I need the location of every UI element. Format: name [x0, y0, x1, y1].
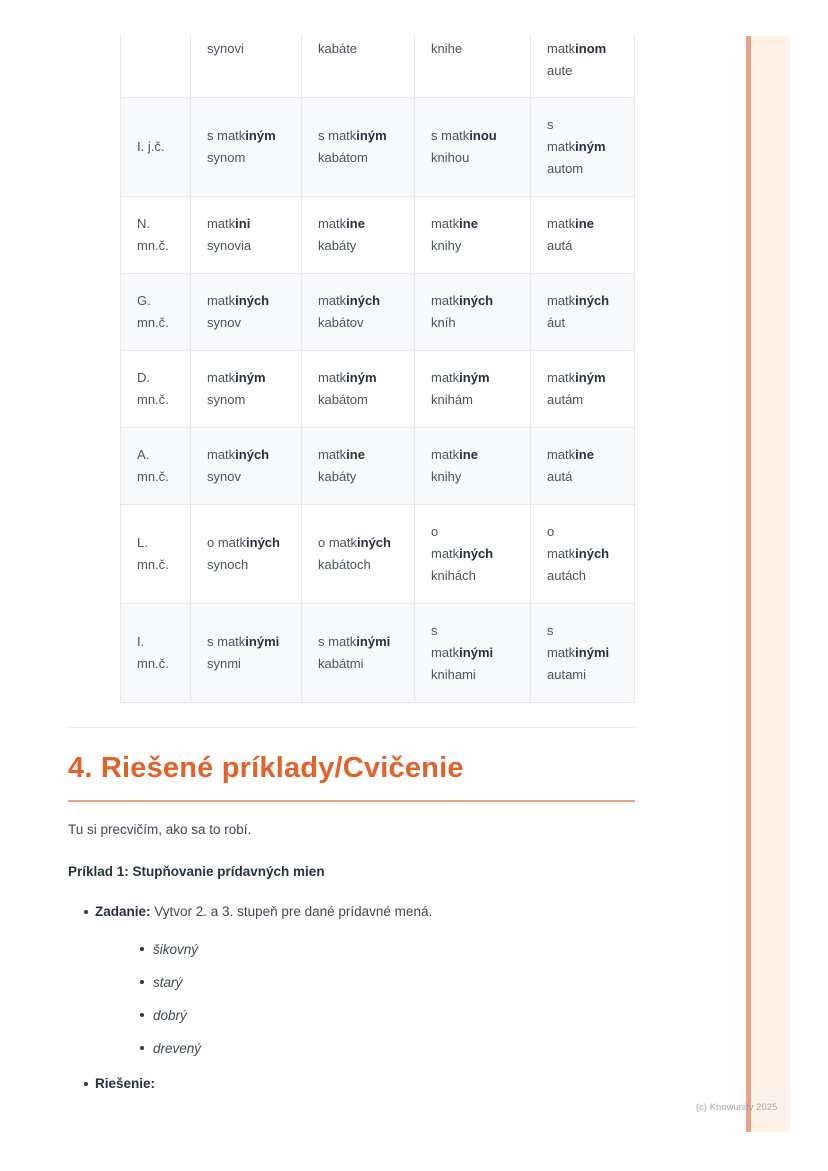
case-label-cell: A. mn.č.	[121, 428, 191, 505]
table-row	[121, 351, 635, 428]
section-heading: 4. Riešené príklady/Cvičenie	[68, 752, 464, 784]
task-text: Vytvor 2. a 3. stupeň pre dané prídavné mená.	[154, 904, 433, 919]
task-list	[68, 902, 635, 1094]
table-cell: s matkinými synmi	[191, 604, 302, 703]
case-label-cell: I. j.č.	[121, 98, 191, 197]
table-cell: matkine knihy	[415, 197, 531, 274]
table-cell: matkine kabáty	[302, 197, 415, 274]
table-cell: matkini synovia	[191, 197, 302, 274]
table-row	[121, 197, 635, 274]
table-cell: matkiným kabátom	[302, 351, 415, 428]
page-edge-stripe	[746, 36, 790, 1132]
case-label-cell: I. mn.č.	[121, 604, 191, 703]
copyright-notice: (c) Knowunity 2025	[696, 1102, 778, 1113]
table-row	[121, 505, 635, 604]
table-row	[121, 98, 635, 197]
table-cell: synovi	[191, 36, 302, 98]
example-title: Príklad 1: Stupňovanie prídavných mien	[68, 864, 325, 879]
adjective-list	[95, 942, 635, 1056]
case-label-cell: N. mn.č.	[121, 197, 191, 274]
table-cell: matkiným autám	[531, 351, 635, 428]
table-cell: matkine autá	[531, 428, 635, 505]
table-cell: matkine knihy	[415, 428, 531, 505]
table-cell: o matkiných knihách	[415, 505, 531, 604]
table-cell: s matkinou knihou	[415, 98, 531, 197]
table-cell: s matkinými kabátmi	[302, 604, 415, 703]
table-cell: matkiným synom	[191, 351, 302, 428]
case-label-cell: D. mn.č.	[121, 351, 191, 428]
table-cell: matkiných kabátov	[302, 274, 415, 351]
table-cell: s matkiným synom	[191, 98, 302, 197]
table-cell: s matkiným autom	[531, 98, 635, 197]
declension-table-body	[121, 36, 635, 703]
table-cell: o matkiných synoch	[191, 505, 302, 604]
case-label-cell: L. mn.č.	[121, 505, 191, 604]
case-label-cell	[121, 36, 191, 98]
table-cell: knihe	[415, 36, 531, 98]
adjective-item: starý	[140, 975, 635, 990]
table-cell: matkine autá	[531, 197, 635, 274]
table-cell: matkiným knihám	[415, 351, 531, 428]
table-row	[121, 428, 635, 505]
adjective-item: drevený	[140, 1041, 635, 1056]
table-cell: o matkiných kabátoch	[302, 505, 415, 604]
heading-underline	[68, 800, 635, 802]
table-cell: matkiných kníh	[415, 274, 531, 351]
solution-item	[84, 1074, 635, 1094]
table-cell: matkiných synov	[191, 274, 302, 351]
case-label-cell: G. mn.č.	[121, 274, 191, 351]
adjective-item: šikovný	[140, 942, 635, 957]
declension-table	[120, 36, 635, 703]
task-label: Zadanie:	[95, 904, 151, 919]
section-divider	[68, 727, 635, 728]
table-cell: matkiných áut	[531, 274, 635, 351]
table-cell: s matkinými autami	[531, 604, 635, 703]
table-cell: matkine kabáty	[302, 428, 415, 505]
table-cell: o matkiných autách	[531, 505, 635, 604]
solution-label: Riešenie:	[95, 1076, 156, 1091]
table-cell: matkinom aute	[531, 36, 635, 98]
table-cell: s matkinými knihami	[415, 604, 531, 703]
table-cell: matkiných synov	[191, 428, 302, 505]
adjective-item: dobrý	[140, 1008, 635, 1023]
table-cell: kabáte	[302, 36, 415, 98]
table-row	[121, 36, 635, 98]
page-content	[68, 36, 635, 1094]
table-row	[121, 604, 635, 703]
table-cell: s matkiným kabátom	[302, 98, 415, 197]
table-row	[121, 274, 635, 351]
intro-text: Tu si precvičím, ako sa to robí.	[68, 822, 252, 837]
task-item	[84, 902, 635, 1056]
